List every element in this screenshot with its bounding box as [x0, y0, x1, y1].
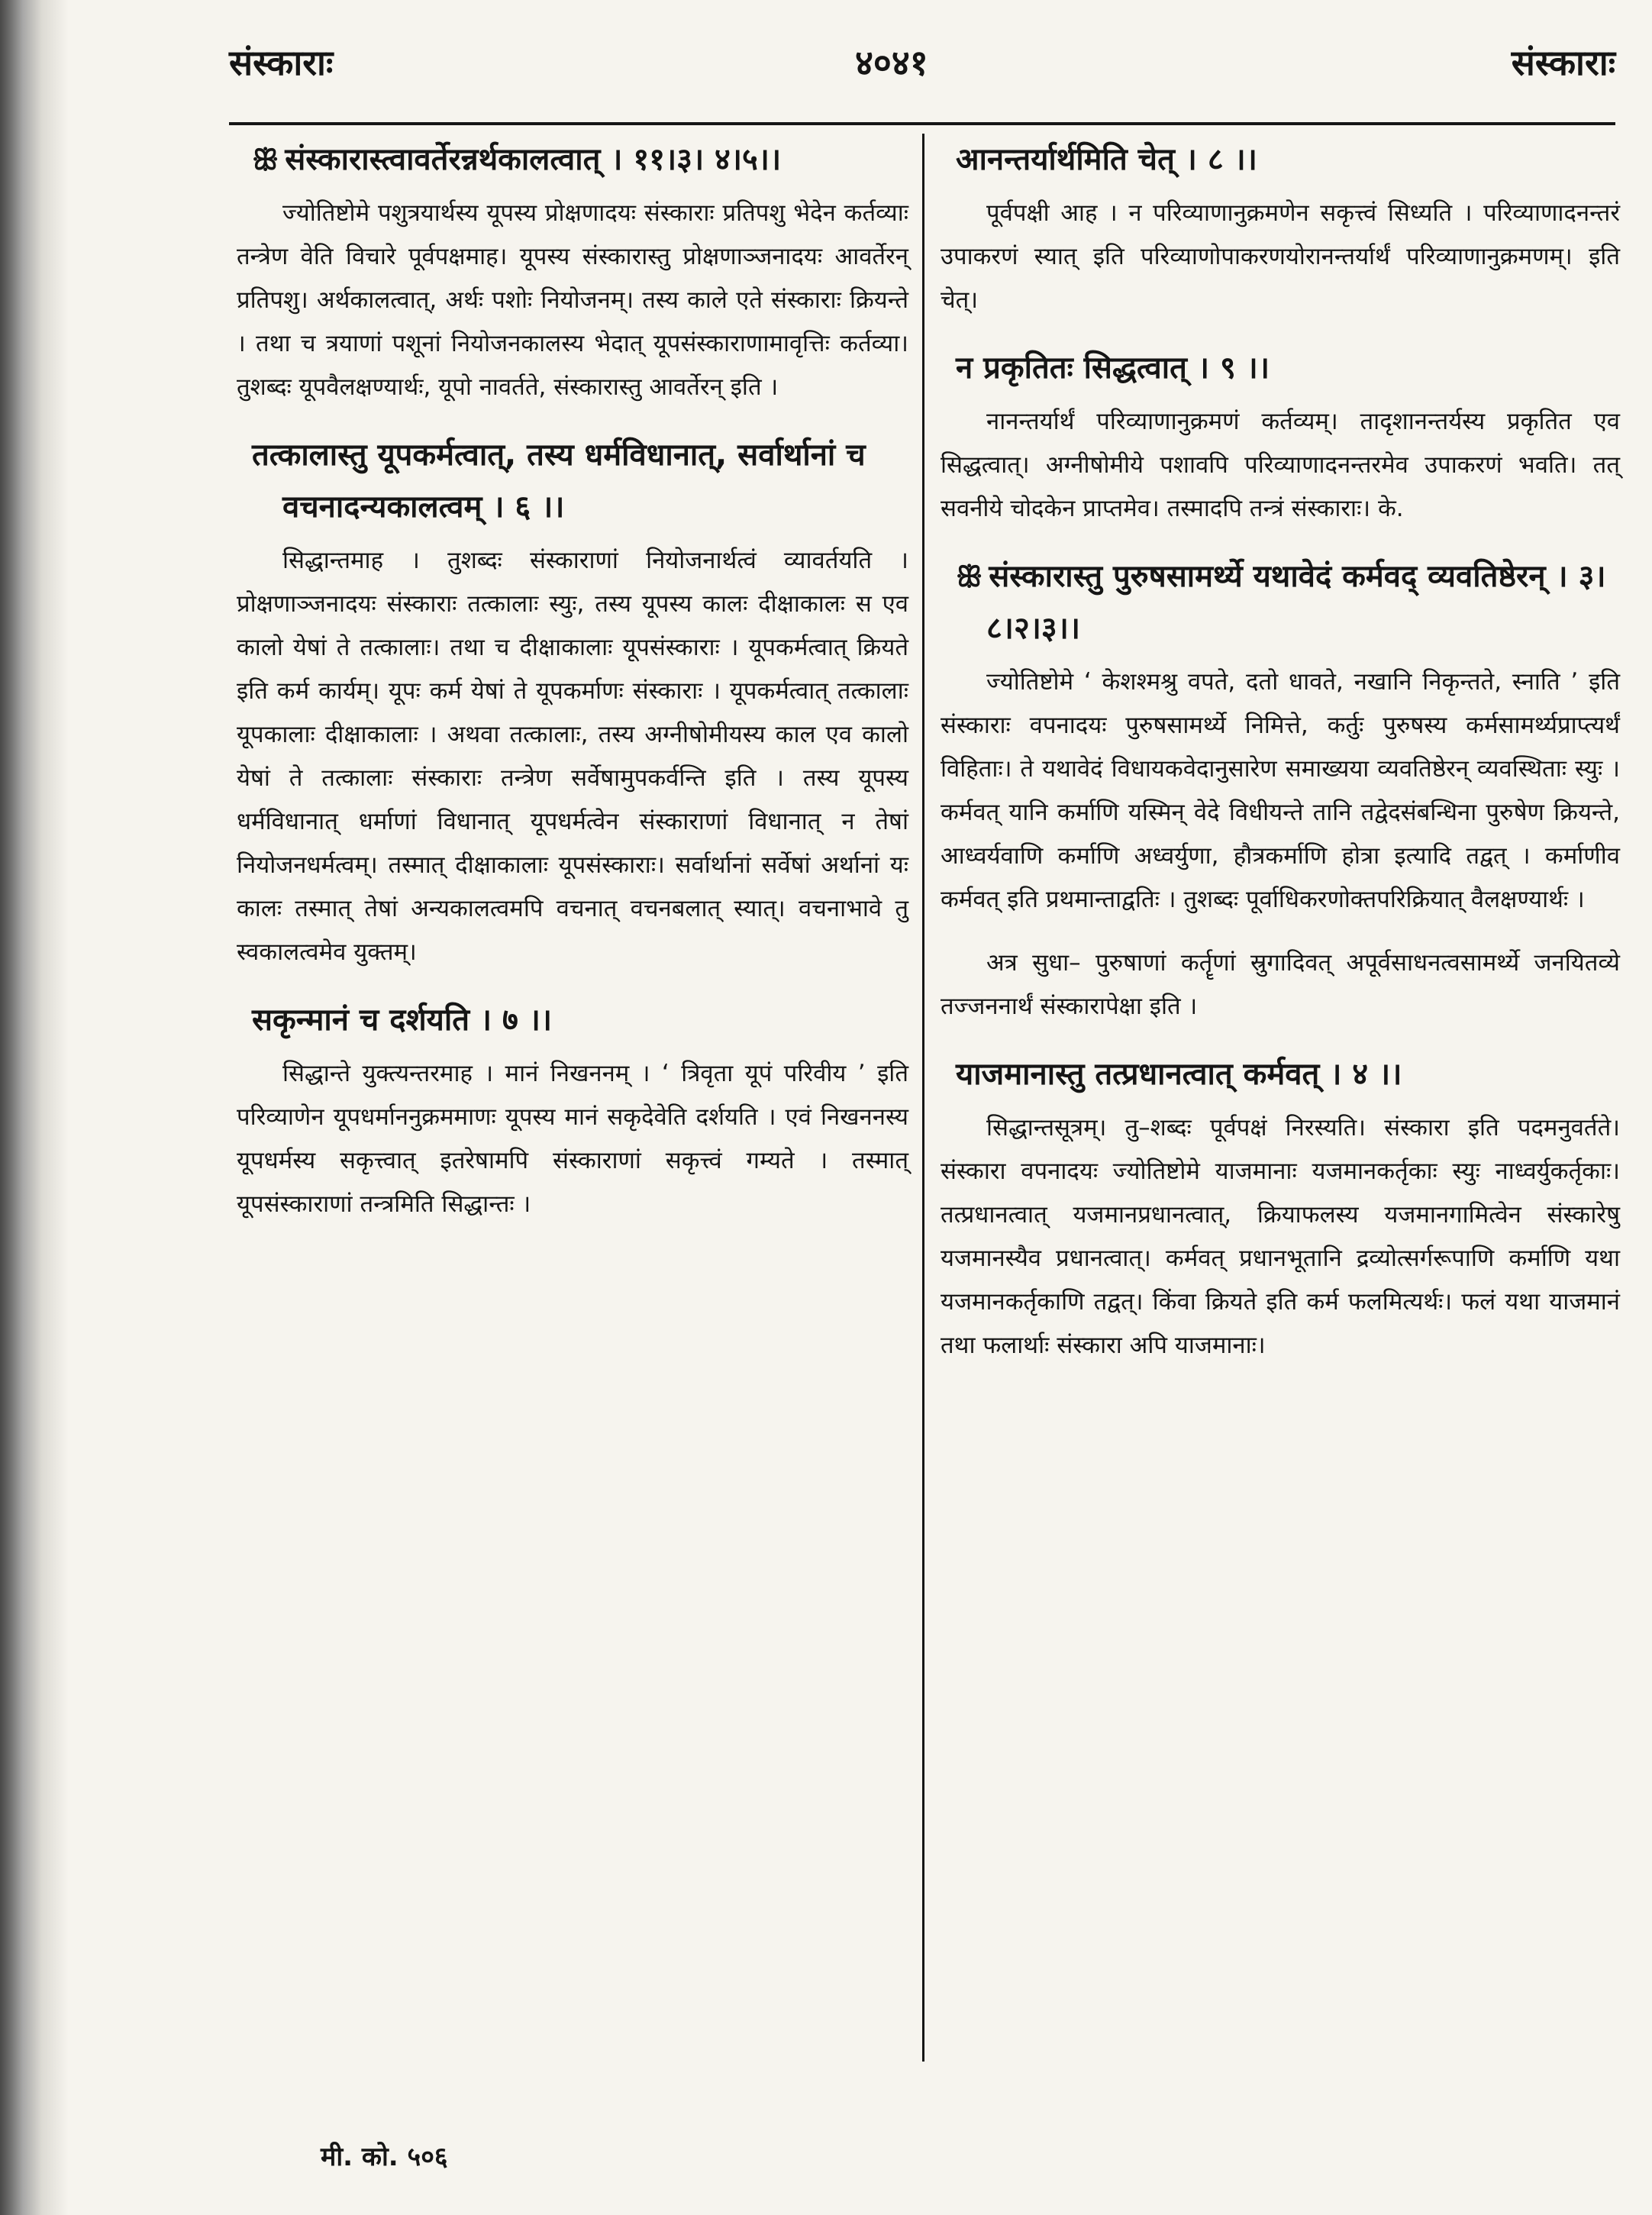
right-column	[941, 134, 1620, 1387]
sutra-heading: आनन्तर्यार्थमिति चेत् । ८ ।।	[956, 142, 1257, 177]
page-number: ४०४१	[855, 42, 928, 83]
scan-binding-edge	[0, 0, 69, 2215]
commentary-paragraph: पूर्वपक्षी आह । न परिव्याणानुक्रमणेन सकृत्त्वं सिध्यति । परिव्याणादनन्तरं उपाकरणं स्यात् इति परिव्याणोपाकरणयोरानन्तर्यार्थं परिव्याणानुक्रमणम्। इति चेत्।	[941, 199, 1620, 314]
column-divider	[922, 134, 924, 2062]
sutra-mark-icon: ꕥ	[252, 143, 279, 176]
sutra-heading: न प्रकृतितः सिद्धत्वात् । ९ ।।	[956, 350, 1270, 386]
sutra-mark-icon: ꕥ	[956, 560, 983, 593]
page-header	[229, 38, 1615, 107]
commentary-paragraph: सिद्धान्तमाह । तुशब्दः संस्काराणां नियोजनार्थत्वं व्यावर्तयति । प्रोक्षणाञ्जनादयः संस्काराः तत्कालाः स्युः, तस्य यूपस्य कालः दीक्षाकालः स एव कालो येषां ते तत्कालाः। तथा च दीक्षाकालाः यूपसंस्काराः । यूपकर्मत्वात् क्रियते इति कर्म कार्यम्। यूपः कर्म येषां ते यूपकर्माणः संस्काराः । यूपकर्मत्वात् तत्कालाः यूपकालाः दीक्षाकालाः । अथवा तत्कालाः, तस्य अग्नीषोमीयस्य काल एव कालो येषां ते तत्कालाः संस्काराः तन्त्रेण सर्वेषामुपकर्वन्ति इति । तस्य यूपस्य धर्मविधानात् धर्माणां विधानात् यूपधर्मत्वेन संस्काराणां विधानात् न तेषां नियोजनधर्मत्वम्। तस्मात् दीक्षाकालाः यूपसंस्काराः। सर्वार्थानां सर्वेषां अर्थानां यः कालः तस्मात् तेषां अन्यकालत्वमपि वचनात् वचनबलात् स्यात्। वचनाभावे तु स्वकालत्वमेव युक्तम्।	[237, 547, 908, 966]
commentary-paragraph: अत्र सुधा– पुरुषाणां कर्तॄणां स्रुगादिवत् अपूर्वसाधनत्वसामर्थ्ये जनयितव्ये तज्जननार्थं संस्कारापेक्षा इति ।	[941, 949, 1620, 1020]
commentary-paragraph: ज्योतिष्टोमे पशुत्रयार्थस्य यूपस्य प्रोक्षणादयः संस्काराः प्रतिपशु भेदेन कर्तव्याः तन्त्रेण वेति विचारे पूर्वपक्षमाह। यूपस्य संस्कारास्तु प्रोक्षणाञ्जनादयः आवर्तेरन् प्रतिपशु। अर्थकालत्वात्, अर्थः पशोः नियोजनम्। तस्य काले एते संस्काराः क्रियन्ते । तथा च त्रयाणां पशूनां नियोजनकालस्य भेदात् यूपसंस्काराणामावृत्तिः कर्तव्या। तुशब्दः यूपवैलक्षण्यार्थः, यूपो नावर्तते, संस्कारास्तु आवर्तेरन् इति ।	[237, 199, 908, 401]
sutra-text: संस्कारास्त्वावर्तेरन्नर्थकालत्वात् । ११।३। ४।५।।	[285, 142, 782, 177]
running-head-right: संस्काराः	[1511, 42, 1615, 83]
sutra-heading	[237, 134, 908, 186]
sutra-heading	[941, 551, 1620, 654]
sutra-heading: सकृन्मानं च दर्शयति । ७ ।।	[252, 1003, 553, 1038]
left-column	[237, 134, 908, 1246]
sutra-heading: याजमानास्तु तत्प्रधानत्वात् कर्मवत् । ४ ।।	[956, 1057, 1402, 1092]
commentary-paragraph: नानन्तर्यार्थं परिव्याणानुक्रमणं कर्तव्यम्। तादृशानन्तर्यस्य प्रकृतित एव सिद्धत्वात्। अग्नीषोमीये पशावपि परिव्याणादनन्तरमेव उपाकरणं भवति। तत् सवनीये चोदकेन प्राप्तमेव। तस्मादपि तन्त्रं संस्काराः। के.	[941, 408, 1620, 522]
commentary-paragraph: ज्योतिष्टोमे ‘ केशश्मश्रु वपते, दतो धावते, नखानि निकृन्तते, स्नाति ’ इति संस्काराः वपनादयः पुरुषसामर्थ्ये निमित्ते, कर्तुः पुरुषस्य कर्मसामर्थ्यप्राप्त्यर्थं विहिताः। ते यथावेदं विधायकवेदानुसारेण समाख्यया व्यवतिष्ठेरन् व्यवस्थिताः स्युः । कर्मवत् यानि कर्माणि यस्मिन् वेदे विधीयन्ते तानि तद्वेदसंबन्धिना पुरुषेण क्रियन्ते, आध्वर्यवाणि कर्माणि अध्वर्युणा, हौत्रकर्माणि होत्रा इत्यादि तद्वत् । कर्माणीव कर्मवत् इति प्रथमान्ताद्वतिः । तुशब्दः पूर्वाधिकरणोक्तपरिक्रियात् वैलक्षण्यार्थः ।	[941, 668, 1620, 913]
header-rule	[229, 122, 1615, 125]
sutra-text: संस्कारास्तु पुरुषसामर्थ्ये यथावेदं कर्मवद् व्यवतिष्ठेरन् । ३।८।२।३।।	[986, 559, 1606, 646]
commentary-paragraph: सिद्धान्ते युक्त्यन्तरमाह । मानं निखननम् । ‘ त्रिवृता यूपं परिवीय ’ इति परिव्याणेन यूपधर्माननुक्रममाणः यूपस्य मानं सकृदेवेति दर्शयति । एवं निखननस्य यूपधर्मस्य सकृत्त्वात् इतरेषामपि संस्काराणां सकृत्त्वं गम्यते । तस्मात् यूपसंस्काराणां तन्त्रमिति सिद्धान्तः ।	[237, 1060, 908, 1218]
sutra-heading: तत्कालास्तु यूपकर्मत्वात्, तस्य धर्मविधानात्, सर्वार्थानां च वचनादन्यकालत्वम् । ६ ।।	[252, 438, 866, 525]
page-footer-signature: मी. को. ५०६	[321, 2142, 448, 2172]
commentary-paragraph: सिद्धान्तसूत्रम्। तु–शब्दः पूर्वपक्षं निरस्यति। संस्कारा इति पदमनुवर्तते। संस्कारा वपनादयः ज्योतिष्टोमे याजमानाः यजमानकर्तृकाः स्युः नाध्वर्युकर्तृकाः। तत्प्रधानत्वात् यजमानप्रधानत्वात्, क्रियाफलस्य यजमानगामित्वेन संस्कारेषु यजमानस्यैव प्रधानत्वात्। कर्मवत् प्रधानभूतानि द्रव्योत्सर्गरूपाणि कर्माणि यथा यजमानकर्तृकाणि तद्वत्। किंवा क्रियते इति कर्म फलमित्यर्थः। फलं यथा याजमानं तथा फलार्थाः संस्कारा अपि याजमानाः।	[941, 1114, 1620, 1359]
running-head-left: संस्काराः	[229, 42, 334, 83]
